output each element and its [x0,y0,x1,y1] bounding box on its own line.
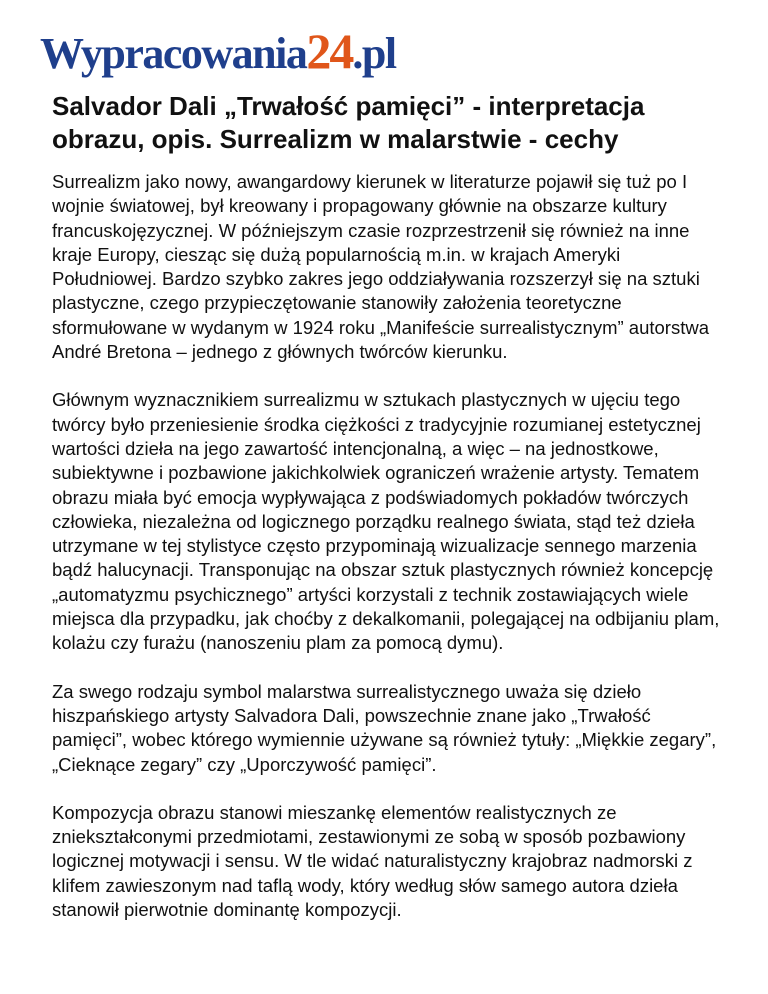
logo-number-text: 24 [306,23,353,79]
article-body [52,170,720,946]
article-paragraph-4: Kompozycja obrazu stanowi mieszankę elementów realistycznych ze zniekształconymi przedmiotami, zestawionymi ze sobą w sposób pozbawiony logicznej motywacji i sensu. W tle widać naturalistyczny krajobraz nadmorski z klifem zawieszonym nad taflą wody, który według słów samego autora dzieła stanowił pierwotnie dominantę kompozycji. [52,801,693,921]
logo-brand-text: Wypracowania [40,29,307,78]
article-paragraph-2: Głównym wyznacznikiem surrealizmu w sztukach plastycznych w ujęciu tego twórcy było przeniesienie środka ciężkości z tradycyjnie rozumianej estetycznej wartości dzieła na jego zawartość intencjonalną, a więc – na jednostkowe, subiektywne i pozbawione jakichkolwiek ograniczeń wrażenie artysty. Tematem obrazu miała być emocja wypływająca z podświadomych pokładów twórczych człowieka, niezależna od logicznego porządku realnego świata, stąd też dzieła utrzymane w tej stylistyce często przypominają wizualizacje sennego marzenia bądź halucynacji. Transponując na obszar sztuk plastycznych również koncepcję „automatyzmu psychicznego” artyści korzystali z technik zostawiających wiele miejsca dla przypadku, jak choćby z dekalkomanii, polegającej na odbijaniu plam, kolażu czy furażu (nanoszeniu plam za pomocą dymu). [52,389,720,654]
logo-domain-text: .pl [352,29,396,78]
article-title: Salvador Dali „Trwałość pamięci” - interpretacja obrazu, opis. Surrealizm w malarstwie - cechy [52,91,645,154]
site-logo[interactable] [40,14,396,79]
article-paragraph-1: Surrealizm jako nowy, awangardowy kierunek w literaturze pojawił się tuż po I wojnie światowej, był kreowany i propagowany głównie na obszarze kultury francuskojęzycznej. W późniejszym czasie rozprzestrzenił się również na inne kraje Europy, ciesząc się dużą popularnością m.in. w krajach Ameryki Południowej. Bardzo szybko zakres jego oddziaływania rozszerzył się na sztuki plastyczne, czego przypieczętowanie stanowiły założenia teoretyczne sformułowane w wydanym w 1924 roku „Manifeście surrealistycznym” autorstwa André Bretona – jednego z głównych twórców kierunku. [52,171,709,363]
article-paragraph-3: Za swego rodzaju symbol malarstwa surrealistycznego uważa się dzieło hiszpańskiego artysty Salvadora Dali, powszechnie znane jako „Trwałość pamięci”, wobec którego wymiennie używane są również tytuły: „Miękkie zegary”, „Cieknące zegary” czy „Uporczywość pamięci”. [52,680,717,775]
